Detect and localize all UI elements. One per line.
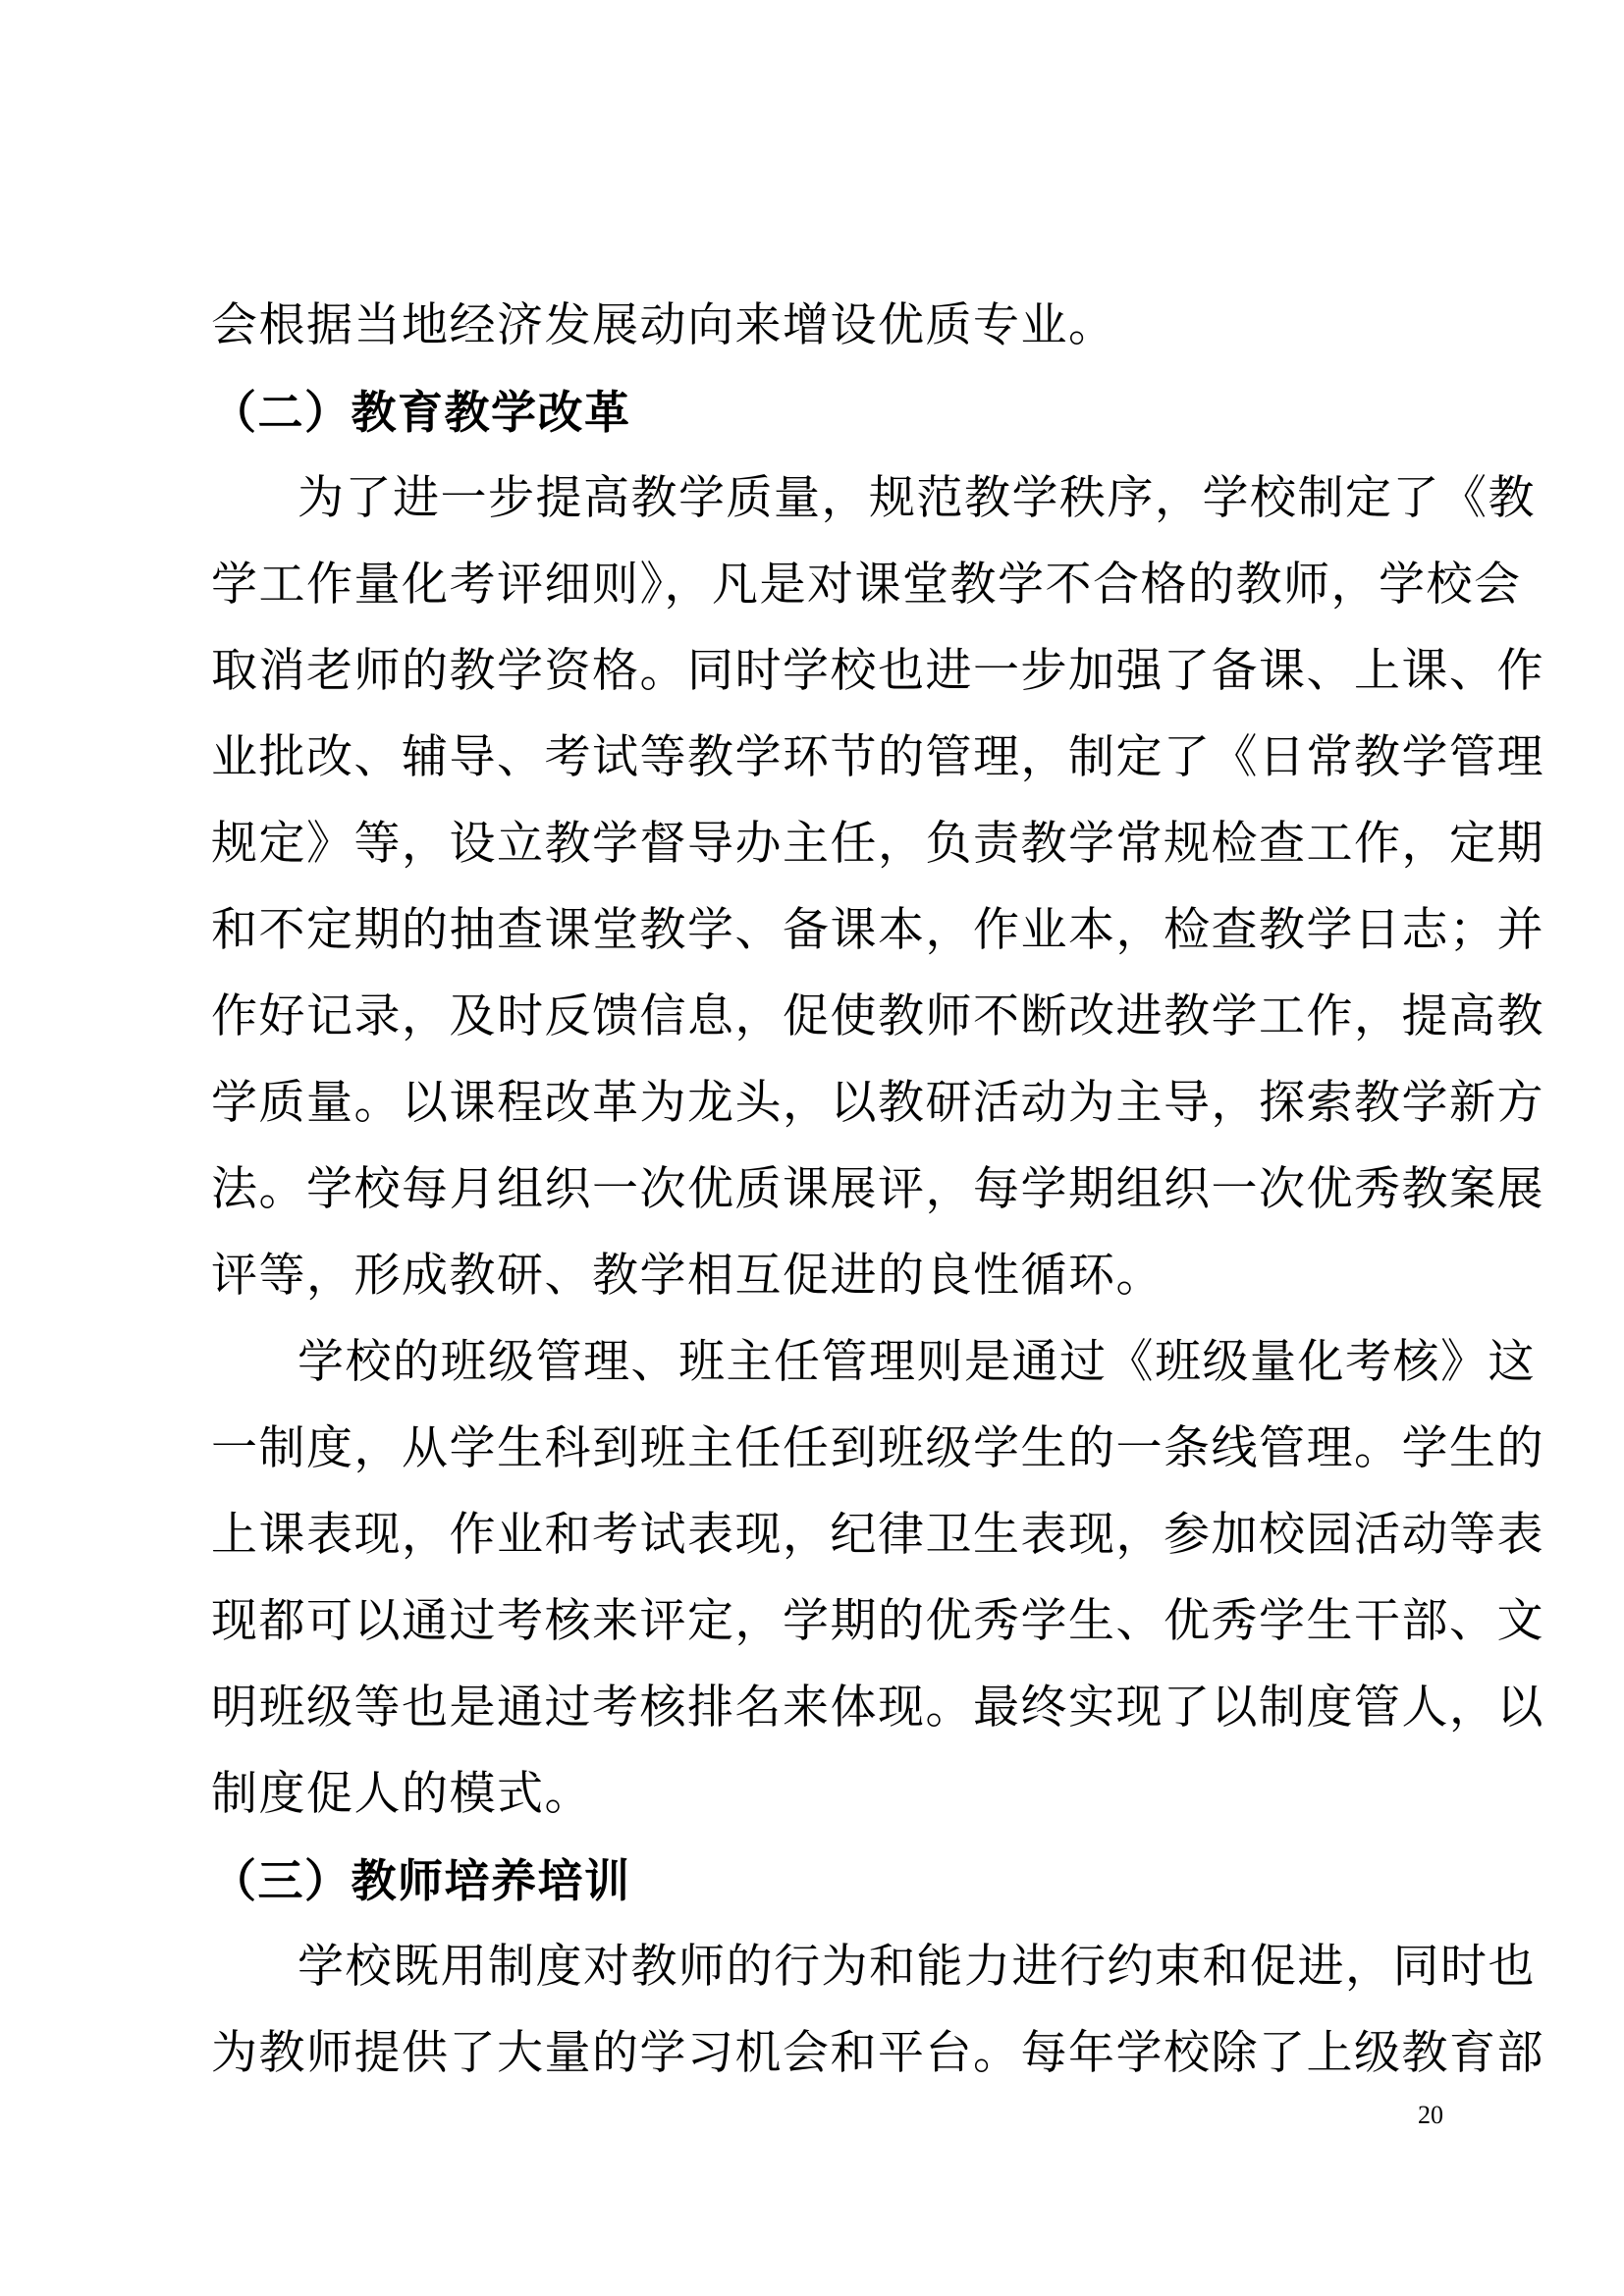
paragraph-line: 为了进一步提高教学质量，规范教学秩序，学校制定了《教 bbox=[298, 471, 1536, 525]
paragraph-line: 学校的班级管理、班主任管理则是通过《班级量化考核》这 bbox=[298, 1335, 1536, 1389]
page-number: 20 bbox=[1418, 2101, 1443, 2129]
paragraph-line: 上课表现，作业和考试表现，纪律卫生表现，参加校园活动等表 bbox=[211, 1508, 1544, 1562]
paragraph-line: 作好记录，及时反馈信息，促使教师不断改进教学工作，提高教 bbox=[211, 989, 1544, 1043]
paragraph-line: 规定》等，设立教学督导办主任，负责教学常规检查工作，定期 bbox=[211, 817, 1544, 871]
paragraph-line: 学质量。以课程改革为龙头，以教研活动为主导，探索教学新方 bbox=[211, 1076, 1544, 1130]
paragraph-line: 业批改、辅导、考试等教学环节的管理，制定了《日常教学管理 bbox=[211, 730, 1544, 784]
paragraph-line: 学校既用制度对教师的行为和能力进行约束和促进，同时也 bbox=[298, 1940, 1536, 1994]
paragraph-line: 评等，形成教研、教学相互促进的良性循环。 bbox=[211, 1249, 1164, 1303]
paragraph-line: 一制度，从学生科到班主任任到班级学生的一条线管理。学生的 bbox=[211, 1421, 1544, 1475]
paragraph-line: 现都可以通过考核来评定，学期的优秀学生、优秀学生干部、文 bbox=[211, 1594, 1544, 1648]
paragraph-line: 学工作量化考评细则》，凡是对课堂教学不合格的教师，学校会 bbox=[211, 558, 1522, 612]
paragraph-line: 明班级等也是通过考核排名来体现。最终实现了以制度管人，以 bbox=[211, 1681, 1544, 1735]
paragraph-line: 会根据当地经济发展动向来增设优质专业。 bbox=[211, 298, 1116, 352]
section-heading-3: （三）教师培养培训 bbox=[211, 1854, 631, 1907]
paragraph-line: 和不定期的抽查课堂教学、备课本，作业本，检查教学日志；并 bbox=[211, 903, 1544, 957]
paragraph-line: 取消老师的教学资格。同时学校也进一步加强了备课、上课、作 bbox=[211, 644, 1544, 698]
section-heading-2: （二）教育教学改革 bbox=[211, 386, 631, 439]
paragraph-line: 法。学校每月组织一次优质课展评，每学期组织一次优秀教案展 bbox=[211, 1162, 1544, 1216]
paragraph-line: 制度促人的模式。 bbox=[211, 1767, 592, 1821]
paragraph-line: 为教师提供了大量的学习机会和平台。每年学校除了上级教育部 bbox=[211, 2026, 1544, 2080]
